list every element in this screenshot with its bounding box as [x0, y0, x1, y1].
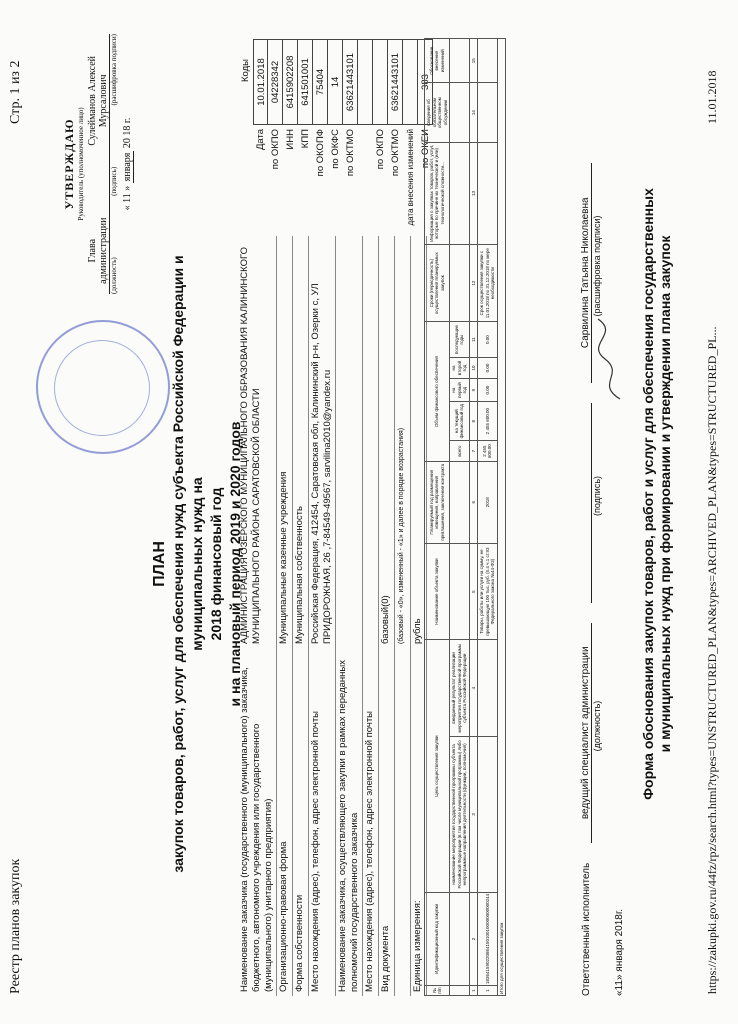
form-title [640, 84, 674, 904]
table-cell: Срок осуществления закупки с 11.01.2018 по 31.12.2018 по мере необходимости [478, 245, 498, 322]
info-row [395, 236, 411, 996]
executor-block [580, 36, 625, 996]
code-row [328, 39, 343, 229]
info-label: Наименование заказчика, осуществляющего закупки в рамках переданных полномочий государственного заказчика [337, 660, 360, 992]
form-title-line2: и муниципальных нужд при формировании и утверждении плана закупок [657, 235, 673, 753]
executor-signature-line [580, 403, 592, 603]
table-cell [478, 736, 498, 892]
table-cell [478, 39, 498, 84]
table-total-row [497, 39, 506, 996]
sign-caption: (подпись) [110, 166, 118, 196]
table-subheader-cell [450, 986, 470, 996]
info-row [238, 236, 277, 996]
table-cell [478, 142, 498, 244]
table-cell: 183641590220864150100100000000000244 [478, 892, 498, 985]
code-row [373, 39, 388, 229]
column-number: 13 [469, 142, 478, 244]
column-number: 6 [469, 461, 478, 543]
head-name: Сулейманов Алексей Мурсалович [87, 34, 110, 168]
code-value: 641501001 [298, 39, 313, 125]
info-value [363, 236, 378, 648]
head-role: Глава администрации [87, 207, 110, 294]
plan-title-line4: и на плановый период 2019 и 2020 годов [227, 421, 243, 707]
table-subheader-cell [450, 892, 470, 985]
column-number: 10 [469, 357, 478, 378]
info-value [336, 236, 362, 648]
table-number-row [469, 39, 478, 996]
column-number: 15 [469, 39, 478, 84]
table-cell [478, 640, 498, 736]
code-label: по ОКФС [330, 129, 341, 169]
info-row [336, 236, 363, 996]
table-subheader-cell: последующие годы [450, 322, 470, 357]
approval-block [62, 34, 133, 294]
table-subheader-cell: на текущий финансовый год [450, 402, 470, 441]
plan-title [150, 254, 245, 874]
table-cell [478, 83, 498, 142]
print-url: https://zakupki.gov.ru/44fz/rpz/search.html?types=UNSTRUCTURED_PLAN&types=ARCHIVED_PLAN&types=STRUCTURED_PL... [705, 326, 719, 994]
handwritten-signature [590, 314, 630, 404]
table-subheader-cell: наименование мероприятия государственной программы субъекта Российской Федерации (в том числе муниципальной программы) либо непрограммные направления деятельности (функции, полномочия) [450, 736, 470, 892]
table-cell: Товары, работы или услуги на сумму, не превышающую 100 тыс. руб. (п.4 ч.1 ст.93 Федерального закона №44-ФЗ) [478, 543, 498, 640]
footer-date: «11» января 2018г. [614, 908, 625, 996]
column-number: 3 [469, 736, 478, 892]
code-value [358, 39, 373, 125]
code-label: Дата [255, 129, 266, 151]
code-label [358, 125, 373, 229]
code-row [268, 39, 283, 229]
info-value: рубль [412, 618, 423, 644]
official-seal-inner [54, 340, 150, 436]
table-subheader-cell [450, 245, 470, 322]
table-subheader-cell [450, 142, 470, 244]
code-value: 6415902208 [283, 39, 298, 125]
info-label: Единица измерения: [412, 900, 423, 992]
column-number: 9 [469, 379, 478, 402]
table-subheader-cell [450, 543, 470, 640]
column-number: 14 [469, 83, 478, 142]
head-role-label: Руководитель (уполномоченное лицо) [77, 107, 85, 221]
info-row [363, 236, 379, 996]
info-value: АДМИНИСТРАЦИЯ ОЗЕРСКОГО МУНИЦИПАЛЬНОГО ОБРАЗОВАНИЯ КАЛИНИНСКОГО МУНИЦИПАЛЬНОГО РАЙОНА САРАТОВСКОЙ ОБЛАСТИ [239, 247, 262, 644]
position-caption: (должность) [592, 700, 602, 752]
executor-position: ведущий специалист администрации [580, 623, 592, 843]
table-cell: 0.00 [478, 379, 498, 402]
info-row [277, 236, 293, 996]
table-header-cell: Идентификационный код закупки [425, 892, 450, 985]
approval-day: « 11 » [122, 185, 133, 211]
decode-caption: (расшифровка подписи) [592, 215, 602, 317]
info-label: Вид документа [380, 925, 391, 992]
code-value: 10.01.2018 [253, 39, 268, 125]
code-row [403, 39, 418, 229]
plan-title-heading: ПЛАН [151, 541, 168, 587]
code-label: по ОКПО [270, 129, 281, 170]
table-header-cell: Сведения об обязательном общественном обсуждении [425, 83, 450, 142]
table-header-cell: Наименование объекта закупки [425, 543, 450, 640]
info-row [379, 236, 395, 996]
table-subheader-cell [450, 39, 470, 84]
column-number: 11 [469, 322, 478, 357]
code-label: КПП [300, 129, 311, 149]
decode-caption: (расшифровка подписи) [110, 34, 118, 106]
info-row [293, 236, 309, 996]
code-row [253, 39, 268, 229]
signature-line [87, 168, 110, 208]
column-number: 7 [469, 441, 478, 461]
code-value: 63621443101 [388, 39, 403, 125]
code-value [403, 39, 418, 125]
table-cell: 2 455 600.00 [478, 402, 498, 441]
position-caption: (должность) [110, 257, 118, 294]
info-value: Муниципальные казенные учреждения [278, 471, 289, 644]
column-number: 8 [469, 402, 478, 441]
codes-block [238, 39, 433, 229]
code-value: 14 [328, 39, 343, 125]
table-cell: 0.00 [478, 322, 498, 357]
code-value: 04228342 [268, 39, 283, 125]
table-cell: 2 455 600.00 [478, 441, 498, 461]
form-title-line1: Форма обоснования закупок товаров, работ и услуг для обеспечения государственных [640, 188, 656, 800]
plan-title-line2: закупок товаров, работ, услуг для обеспечения нужд субъекта Российской Федерации и муниципальных нужд на [170, 255, 205, 873]
code-value: 63621443101 [343, 39, 358, 125]
code-value: 75404 [313, 39, 328, 125]
info-row [309, 236, 336, 996]
code-row [388, 39, 403, 229]
table-subheader-row [450, 39, 470, 996]
table-header-cell: Информация о закупках товаров, работ, услуг, которые по причине их технической и (или) технологической сложности... [425, 142, 450, 244]
approved-label: УТВЕРЖДАЮ [62, 118, 76, 210]
table-header-cell: Цель осуществления закупки [425, 640, 450, 892]
code-label: ИНН [285, 129, 296, 150]
code-row [313, 39, 328, 229]
table-header-cell: Обоснование внесения изменений [425, 39, 450, 84]
table-header-cell: № п/п [425, 986, 450, 996]
table-subheader-cell: на второй год [450, 357, 470, 378]
executor-name: Сарвилина Татьяна Николаевна [580, 163, 592, 383]
customer-info [238, 236, 427, 996]
approval-month: января [122, 152, 133, 182]
table-header-cell: Объем финансового обеспечения [425, 322, 450, 461]
table-cell: 1 [478, 986, 498, 996]
code-label: дата внесения изменений [406, 129, 415, 226]
table-header-cell: Планируемый год размещения извещения, направления приглашения, заключения контракта [425, 461, 450, 543]
table-row [478, 39, 498, 996]
codes-title: Коды [240, 59, 251, 82]
info-label: Организационно-правовая форма [278, 841, 289, 992]
info-label: Место нахождения (адрес), телефон, адрес электронной почты [364, 710, 375, 992]
plan-title-line3: 2018 финансовый год [208, 487, 224, 641]
registry-header: Реестр планов закупок [8, 858, 23, 994]
code-row [283, 39, 298, 229]
code-value [373, 39, 388, 125]
table-cell: 0.00 [478, 357, 498, 378]
table-subheader-cell: всего [450, 441, 470, 461]
column-number: 1 [469, 986, 478, 996]
executor-label: Ответственный исполнитель [581, 862, 592, 996]
code-value: 383 [418, 39, 433, 125]
column-number: 12 [469, 245, 478, 322]
info-label [395, 648, 410, 996]
info-value: Российская Федерация, 412454, Саратовская обл, Калининский р-н, Озерки с, УЛ ПРИДОРОЖНАЯ, 26 ,7-84549-49567, sarvilina2010@yandex.ru [310, 283, 333, 644]
code-row [358, 39, 373, 229]
code-label: по ОКЕИ [420, 129, 431, 169]
table-subheader-cell: на первый год [450, 379, 470, 402]
code-row [343, 39, 358, 229]
table-subheader-cell [450, 83, 470, 142]
info-value: (базовый - «0», измененный - «1» и далее в порядке возрастания) [398, 427, 405, 644]
info-label: Форма собственности [294, 894, 305, 992]
column-number: 2 [469, 892, 478, 985]
code-row [298, 39, 313, 229]
info-label: Место нахождения (адрес), телефон, адрес электронной почты [310, 710, 321, 992]
info-label: Наименование заказчика (государственного (муниципального) заказчика, бюджетного, автономного учреждения или государственного (муниципального) унитарного предприятия) [239, 667, 274, 992]
info-value: Муниципальная собственность [294, 506, 305, 644]
approval-year: 20 18 г. [122, 117, 133, 149]
info-value: базовый(0) [380, 595, 391, 644]
table-subheader-cell: ожидаемый результат реализации мероприятия государственной программы субъекта Российской Федерации [450, 640, 470, 736]
code-label: по ОКТМО [390, 129, 401, 177]
signature-caption: (подпись) [592, 475, 602, 517]
column-number: 4 [469, 640, 478, 736]
table-total-label: Итого для осуществления закупок [497, 39, 506, 996]
page-counter: Стр. 1 из 2 [8, 60, 23, 124]
code-label: по ОКТМО [345, 129, 356, 177]
procurement-table [424, 38, 506, 996]
code-label: по ОКОПФ [315, 129, 326, 177]
table-subheader-cell [450, 461, 470, 543]
table-cell: 2018 [478, 461, 498, 543]
table-header-cell: Сроки (периодичность) осуществления планируемых закупок [425, 245, 450, 322]
code-label: по ОКПО [375, 129, 386, 170]
table-header-row [425, 39, 450, 996]
column-number: 5 [469, 543, 478, 640]
print-date: 11.01.2018 [705, 70, 719, 124]
